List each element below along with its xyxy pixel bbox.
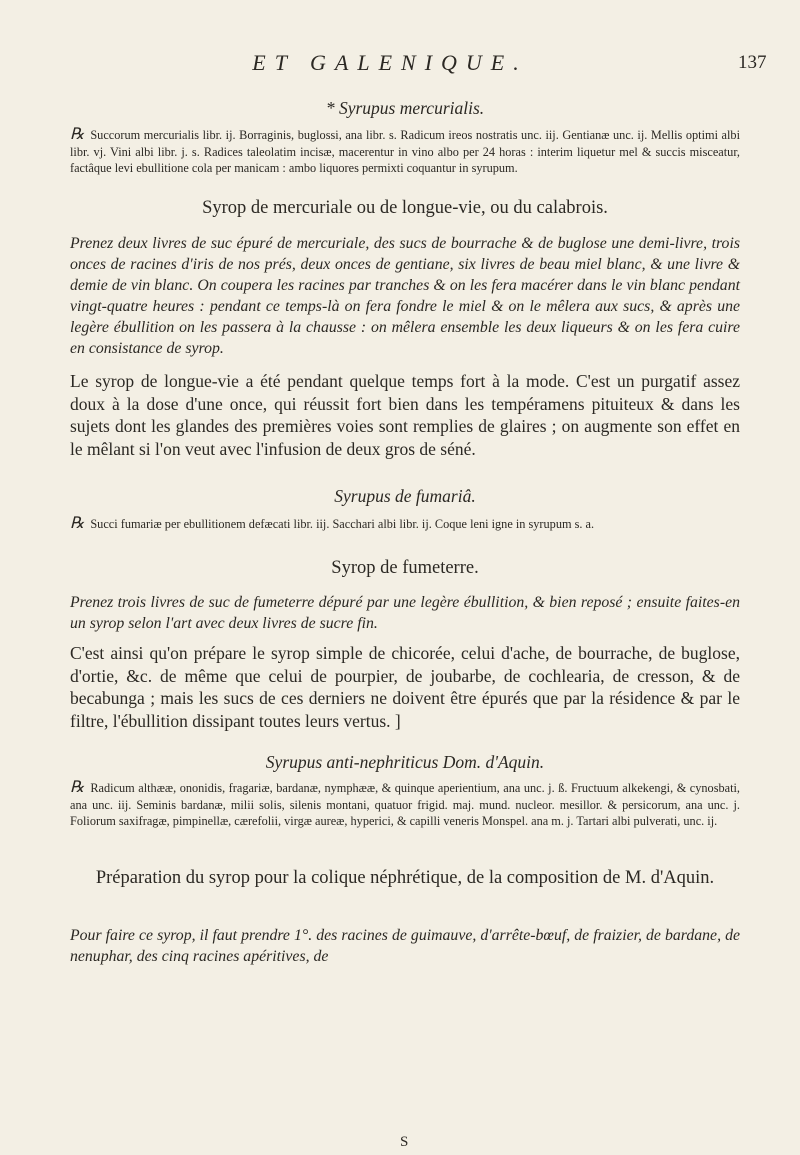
french-title-1: Syrop de mercuriale ou de longue-vie, ou du calabrois. bbox=[202, 198, 608, 218]
latin-text-2 bbox=[70, 516, 740, 533]
latin-text-3-body: Radicum althææ, ononidis, fragariæ, bardanæ, nymphææ, & quinque aperientium, ana unc. j. ß. Fructuum alkekengi, & cynosbati, ana unc. iij. Seminis bardanæ, milii solis, silenis montani, quatuor frigid. maj. mund. nucleor. mesillor. & persicorum, ana unc. j. Foliorum saxifragæ, pimpinellæ, cærefolii, virgæ aureæ, hyperici, & capilli veneris Monspel. ana m. j. Tartari albi pulverati, unc. ij. bbox=[70, 781, 740, 828]
signature-mark: S bbox=[400, 1134, 409, 1150]
commentary-1: Le syrop de longue-vie a été pendant quelque temps fort à la mode. C'est un purgatif assez doux à la dose d'une once, qui réussit fort bien dans les tempéramens pituiteux & dans les sujets dont les glandes des premières voies sont remplies de glaires ; on augmente son effet en le mêlant si l'on veut avec l'infusion de deux gros de séné. bbox=[70, 371, 740, 459]
french-recipe-1: Prenez deux livres de suc épuré de mercuriale, des sucs de bourrache & de buglose une demi-livre, trois onces de racines d'iris de nos prés, deux onces de gentiane, six livres de beau miel blanc, & une livre & demie de vin blanc. On coupera les racines par tranches & on les fera macérer dans le vin blanc pendant vingt-quatre heures : pendant ce temps-là on fera fondre le miel & on le mêlera aux sucs, & après une legère ébullition on les passera à la chausse : on mêlera ensemble les deux liqueurs & on les fera cuire en consistance de syrop. bbox=[70, 235, 740, 357]
latin-text-2-body: Succi fumariæ per ebullitionem defæcati libr. iij. Sacchari albi libr. ij. Coque leni igne in syrupum s. a. bbox=[90, 517, 595, 531]
latin-text-3 bbox=[70, 780, 740, 830]
latin-title-2: Syrupus de fumariâ. bbox=[334, 486, 476, 506]
commentary-2: C'est ainsi qu'on prépare le syrop simple de chicorée, celui d'ache, de bourrache, de buglose, d'ortie, &c. de même que celui de pourpier, de joubarbe, de cochlearia, de cresson, & de becabunga ; mais les sucs de ces derniers ne doivent être épurés que par la résidence & par le filtre, l'ébullition dissipant toutes leurs vertus. ] bbox=[70, 643, 740, 731]
french-title-3: Préparation du syrop pour la colique néphrétique, de la composition de M. d'Aquin. bbox=[95, 868, 715, 888]
french-title-2: Syrop de fumeterre. bbox=[331, 558, 479, 578]
latin-title-3: Syrupus anti-nephriticus Dom. d'Aquin. bbox=[265, 752, 545, 772]
latin-title-1: * Syrupus mercurialis. bbox=[325, 98, 485, 118]
running-head: ET GALENIQUE. bbox=[252, 50, 528, 75]
recipe-symbol: ℞ bbox=[70, 126, 85, 143]
recipe-symbol: ℞ bbox=[70, 779, 85, 796]
latin-text-1 bbox=[70, 127, 740, 177]
recipe-symbol: ℞ bbox=[70, 515, 85, 532]
latin-text-1-body: Succorum mercurialis libr. ij. Borraginis, buglossi, ana libr. s. Radicum ireos nostratis unc. iij. Gentianæ unc. ij. Mellis optimi albi libr. vj. Vini albi libr. j. s. Radices taleolatim incisæ, macerentur in vino albo per 24 horas : interim liquetur mel & succis misceatur, factâque levi ebullitione cola per manicam : ambo liquores permixti coquantur in syrupum. bbox=[70, 128, 740, 175]
page-number: 137 bbox=[738, 52, 767, 73]
french-recipe-3: Pour faire ce syrop, il faut prendre 1°. des racines de guimauve, d'arrête-bœuf, de fraizier, de bardane, de nenuphar, des cinq racines apéritives, de bbox=[70, 927, 740, 965]
french-recipe-2: Prenez trois livres de suc de fumeterre dépuré par une legère ébullition, & bien reposé ; ensuite faites-en un syrop selon l'art avec deux livres de sucre fin. bbox=[70, 594, 740, 632]
